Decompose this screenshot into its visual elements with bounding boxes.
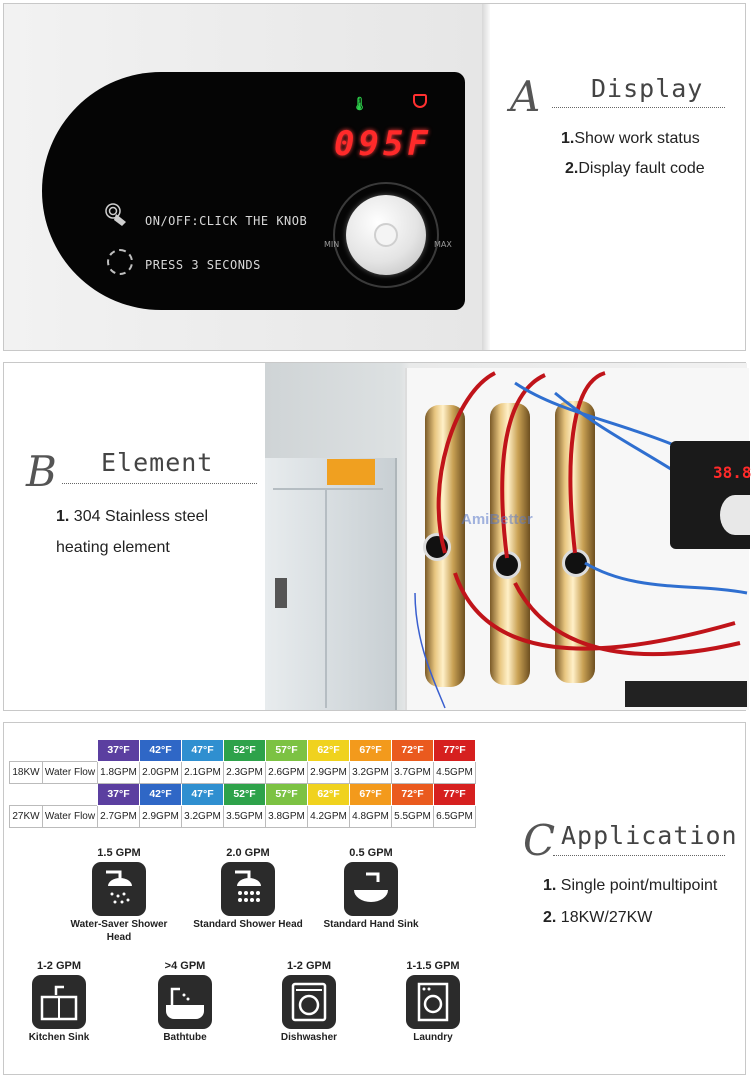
app-gpm: 1-2 GPM xyxy=(286,960,331,972)
feature-item: 1. Single point/multipoint xyxy=(543,877,718,894)
appliance-edge xyxy=(482,4,490,350)
temp-header: 37°F xyxy=(98,740,140,762)
temp-header: 57°F xyxy=(266,740,308,762)
flow-cell: 1.8GPM xyxy=(98,761,140,783)
temp-header: 47°F xyxy=(182,783,224,805)
warning-sticker xyxy=(327,459,375,485)
flow-cell: 5.5GPM xyxy=(392,805,434,827)
temp-header: 67°F xyxy=(350,740,392,762)
element-panel xyxy=(3,362,752,711)
sink-icon xyxy=(344,862,398,916)
flow-cell: 2.9GPM xyxy=(308,761,350,783)
knob-center xyxy=(374,223,398,247)
app-bathtub xyxy=(130,960,240,1044)
flow-cell: 3.2GPM xyxy=(182,805,224,827)
temp-header: 57°F xyxy=(266,783,308,805)
label-cell: Water Flow xyxy=(43,805,98,827)
app-name: Standard Hand Sink xyxy=(323,919,419,930)
app-name: Bathtube xyxy=(163,1032,207,1043)
section-letter: A xyxy=(510,72,541,121)
section-rule xyxy=(62,483,257,484)
touch-hand-icon xyxy=(104,202,132,228)
shield-icon xyxy=(413,94,427,108)
flow-cell: 2.6GPM xyxy=(266,761,308,783)
bathtub-icon xyxy=(158,975,212,1029)
app-standard-shower xyxy=(193,847,303,931)
water-flow-table xyxy=(9,739,476,828)
temp-header: 72°F xyxy=(392,740,434,762)
unit-toggle-icon xyxy=(107,249,133,275)
controller-readout: 38.8 xyxy=(713,463,752,482)
section-title: Element xyxy=(101,448,214,477)
app-name: Kitchen Sink xyxy=(28,1032,90,1043)
flow-cell: 3.7GPM xyxy=(392,761,434,783)
flow-cell: 4.5GPM xyxy=(434,761,476,783)
feature-item: 2. 18KW/27KW xyxy=(543,909,653,926)
flow-cell: 3.8GPM xyxy=(266,805,308,827)
section-title: Display xyxy=(591,74,704,103)
temp-header: 52°F xyxy=(224,740,266,762)
led-temperature-readout: 095F xyxy=(334,124,432,164)
flow-cell: 2.3GPM xyxy=(224,761,266,783)
temp-header: 77°F xyxy=(434,783,476,805)
flow-cell: 3.5GPM xyxy=(224,805,266,827)
temp-header: 47°F xyxy=(182,740,224,762)
application-panel xyxy=(3,722,746,1075)
kitchen-sink-icon xyxy=(32,975,86,1029)
shower-icon xyxy=(221,862,275,916)
app-water-saver-shower xyxy=(64,847,174,944)
app-gpm: >4 GPM xyxy=(164,960,206,972)
app-gpm: 2.0 GPM xyxy=(226,847,270,859)
flow-cell: 4.2GPM xyxy=(308,805,350,827)
flow-cell: 2.1GPM xyxy=(182,761,224,783)
section-letter: B xyxy=(26,447,57,496)
photo-watermark: AmiBetter xyxy=(461,511,533,528)
thermometer-icon: 🌡 xyxy=(351,96,368,111)
terminal-block xyxy=(625,681,747,707)
temp-header: 42°F xyxy=(140,740,182,762)
app-name: Standard Shower Head xyxy=(193,919,303,930)
temp-header: 52°F xyxy=(224,783,266,805)
feature-item: 1. 304 Stainless steel heating element xyxy=(56,508,209,556)
table-row xyxy=(10,805,476,827)
model-cell: 27KW xyxy=(10,805,43,827)
feature-item: 1.Show work status xyxy=(561,130,700,147)
app-name: Dishwasher xyxy=(280,1032,338,1043)
app-name: Water-Saver Shower Head xyxy=(70,919,168,943)
heating-element-photo xyxy=(265,363,752,710)
feature-item: 2.Display fault code xyxy=(565,160,705,177)
electrical-cabinet xyxy=(265,458,397,710)
temperature-header-row xyxy=(10,740,476,762)
app-gpm: 0.5 GPM xyxy=(349,847,393,859)
press-instruction: PRESS 3 SECONDS xyxy=(145,258,261,272)
label-cell: Water Flow xyxy=(43,761,98,783)
flow-cell: 6.5GPM xyxy=(434,805,476,827)
app-laundry xyxy=(378,960,488,1044)
onoff-instruction: ON/OFF:CLICK THE KNOB xyxy=(145,214,308,228)
display-panel xyxy=(3,3,746,351)
model-cell: 18KW xyxy=(10,761,43,783)
app-dishwasher xyxy=(254,960,364,1044)
app-name: Laundry xyxy=(413,1032,453,1043)
controller-knob xyxy=(720,495,750,535)
app-gpm: 1.5 GPM xyxy=(97,847,141,859)
section-letter: C xyxy=(523,816,556,865)
section-rule xyxy=(552,107,725,108)
app-gpm: 1-2 GPM xyxy=(36,960,81,972)
temperature-header-row xyxy=(10,783,476,805)
table-row xyxy=(10,761,476,783)
app-gpm: 1-1.5 GPM xyxy=(406,960,460,972)
dishwasher-icon xyxy=(282,975,336,1029)
flow-cell: 2.7GPM xyxy=(98,805,140,827)
temp-header: 62°F xyxy=(308,783,350,805)
section-title: Application xyxy=(561,821,738,850)
temp-header: 42°F xyxy=(140,783,182,805)
knob-max-label: MAX xyxy=(434,240,452,249)
flow-cell: 2.9GPM xyxy=(140,805,182,827)
section-rule xyxy=(553,855,725,856)
temp-header: 77°F xyxy=(434,740,476,762)
app-kitchen-sink xyxy=(4,960,114,1044)
temp-header: 37°F xyxy=(98,783,140,805)
knob-min-label: MIN xyxy=(324,240,340,249)
shower-icon xyxy=(92,862,146,916)
flow-cell: 2.0GPM xyxy=(140,761,182,783)
temp-header: 72°F xyxy=(392,783,434,805)
temp-header: 62°F xyxy=(308,740,350,762)
flow-cell: 3.2GPM xyxy=(350,761,392,783)
flow-cell: 4.8GPM xyxy=(350,805,392,827)
app-hand-sink xyxy=(316,847,426,931)
laundry-icon xyxy=(406,975,460,1029)
temp-header: 67°F xyxy=(350,783,392,805)
